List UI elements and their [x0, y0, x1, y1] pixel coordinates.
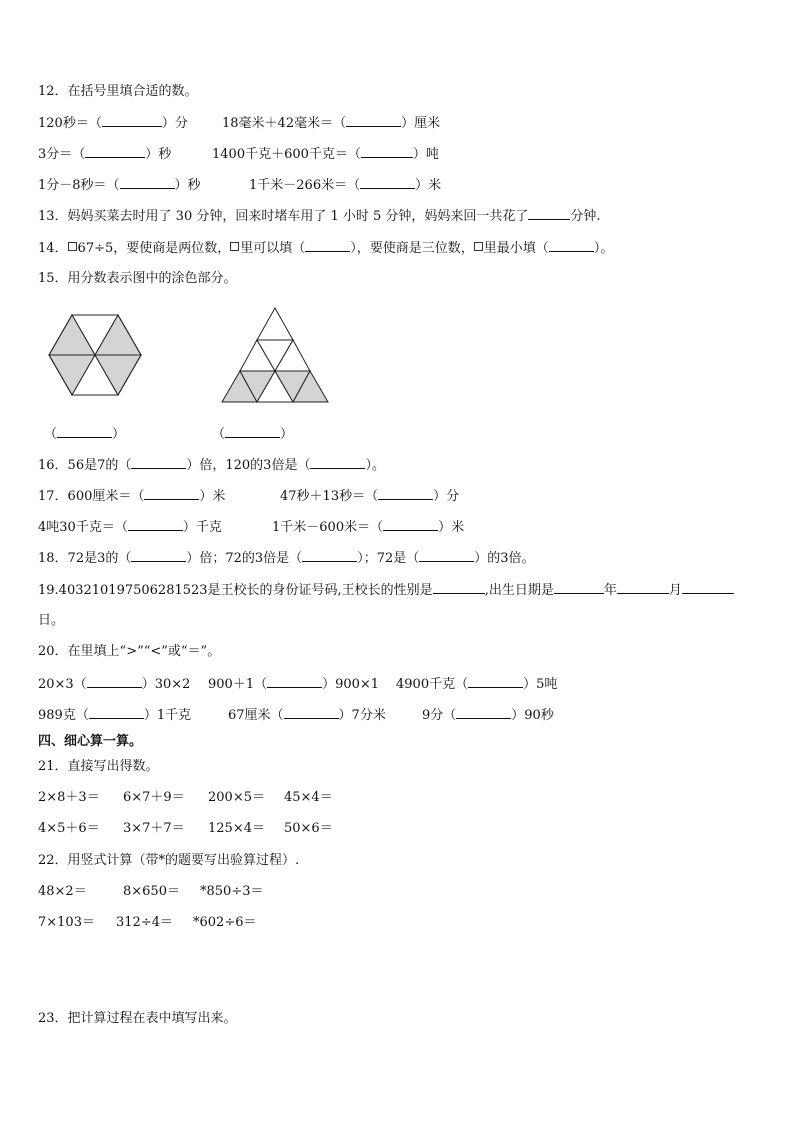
answer-blank[interactable] [378, 487, 433, 500]
q20-r1-c2 [208, 675, 379, 694]
q16-p2: ）倍，120的3倍是（ [186, 458, 311, 473]
q17-r2-b-suffix: ）米 [438, 520, 465, 535]
q22-r2-c1: 7×103＝ [38, 915, 95, 930]
q21-r1-c2: 6×7＋9＝ [123, 790, 185, 805]
q12-row-1-right [222, 114, 440, 133]
q21-r1-c1: 2×8＋3＝ [38, 790, 100, 805]
q17-r2-a-prefix: 4吨30千克＝（ [38, 520, 128, 535]
q19-p2: ,出生日期是 [484, 583, 554, 598]
q22-r1-c2: 8×650＝ [123, 884, 180, 899]
q14 [38, 239, 613, 258]
q21-r2-c3: 125×4＝ [208, 821, 265, 836]
answer-blank[interactable] [102, 114, 162, 127]
answer-blank[interactable] [419, 549, 474, 562]
answer-blank[interactable] [144, 487, 199, 500]
q19-line-2: 日。 [38, 613, 65, 628]
answer-blank[interactable] [383, 518, 438, 531]
answer-blank[interactable] [528, 207, 570, 220]
q22-r2-c3: *602÷6＝ [193, 915, 257, 930]
answer-blank[interactable] [549, 239, 594, 252]
box-placeholder-icon [230, 242, 239, 251]
answer-blank[interactable] [87, 675, 142, 688]
q17-r1-b-prefix: 47秒＋13秒＝（ [280, 489, 379, 504]
q14-p3: ），要使商是三位数， [350, 241, 474, 256]
q12-r1-a-prefix: 120秒＝（ [38, 116, 102, 131]
q14-p4: 里最小填（ [483, 241, 549, 256]
answer-blank[interactable] [360, 176, 415, 189]
q21-r1-c4: 45×4＝ [284, 790, 333, 805]
q17-r1-a-prefix: 17．600厘米＝（ [38, 489, 145, 504]
q14-p1: 67÷5，要使商是两位数， [77, 241, 231, 256]
q20-r1-c3 [396, 675, 557, 694]
q17-r2-b-prefix: 1千米－600米＝（ [272, 520, 384, 535]
q12-r3-a-suffix: ）秒 [174, 178, 201, 193]
q15-answer-2 [212, 425, 293, 444]
q19-p1: 19.403210197506281523是王校长的身份证号码,王校长的性别是 [38, 583, 433, 598]
q12-r1-a-suffix: ）分 [161, 116, 188, 131]
answer-blank[interactable] [131, 456, 186, 469]
section-heading: 四、细心算一算。 [38, 734, 143, 749]
q12-row-2 [38, 145, 171, 164]
q20-r1-c1-suffix: ）30×2 [141, 677, 191, 692]
answer-blank[interactable] [433, 581, 485, 594]
q21-r2-c4: 50×6＝ [284, 821, 333, 836]
q12-r2-a-prefix: 3分＝（ [38, 147, 86, 162]
answer-blank[interactable] [128, 518, 183, 531]
q20-r2-c2-prefix: 67厘米（ [228, 708, 284, 723]
paren-open: （ [212, 427, 226, 442]
q13-text: 13．妈妈买菜去时用了 30 分钟，回来时堵车用了 1 小时 5 分钟，妈妈来回一共花了 [38, 209, 529, 224]
q12-r3-b-prefix: 1千米－266米＝（ [249, 178, 361, 193]
answer-blank[interactable] [284, 706, 339, 719]
q12-row-1 [38, 114, 188, 133]
q17-row-1-right [280, 487, 459, 506]
q17-row-2 [38, 518, 222, 537]
q16-p3: ）。 [365, 458, 385, 473]
q17-r2-a-suffix: ）千克 [182, 520, 222, 535]
answer-blank[interactable] [267, 675, 322, 688]
paren-open: （ [44, 427, 58, 442]
q17-row-2-right [272, 518, 464, 537]
q20-r2-c3-suffix: ）90秒 [511, 708, 554, 723]
q20-r1-c1-prefix: 20×3（ [38, 677, 87, 692]
q19-p4: 月 [668, 583, 682, 598]
answer-blank[interactable] [120, 176, 175, 189]
q18-p3: ）；72是（ [357, 551, 420, 566]
q20-r2-c1-suffix: ）1千克 [143, 708, 192, 723]
q17-r1-b-suffix: ）分 [433, 489, 460, 504]
q12-r1-b-prefix: 18毫米＋42毫米＝（ [222, 116, 347, 131]
q20-r2-c3 [422, 706, 554, 725]
q14-num: 14． [38, 241, 68, 256]
q12-row-3 [38, 176, 201, 195]
q18-p2: ）倍；72的3倍是（ [186, 551, 303, 566]
q21-r2-c1: 4×5＋6＝ [38, 821, 100, 836]
q21-title: 21．直接写出得数。 [38, 759, 159, 774]
answer-blank[interactable] [57, 425, 112, 438]
q13 [38, 207, 601, 226]
q20-r2-c2-suffix: ）7分米 [338, 708, 386, 723]
q20-r2-c2 [228, 706, 386, 725]
q20-r1-c2-suffix: ）900×1 [322, 677, 380, 692]
answer-blank[interactable] [305, 239, 350, 252]
answer-blank[interactable] [554, 581, 604, 594]
paren-close: ） [112, 427, 126, 442]
answer-blank[interactable] [617, 581, 669, 594]
q20-r1-c1 [38, 675, 190, 694]
paren-close: ） [280, 427, 294, 442]
q12-row-2-right [212, 145, 439, 164]
q22-title: 22．用竖式计算（带*的题要写出验算过程）. [38, 853, 300, 868]
q12-title: 12．在括号里填合适的数。 [38, 84, 198, 99]
tri-row1-top [257, 308, 293, 340]
q19-line-1 [38, 581, 734, 600]
q18 [38, 549, 535, 568]
q22-r1-c3: *850÷3＝ [200, 884, 264, 899]
q20-r2-c1-prefix: 989克（ [38, 708, 89, 723]
hexagon-figure [46, 309, 142, 401]
q20-title: 20．在里填上“>”“<”或“＝”。 [38, 644, 221, 659]
q20-r1-c3-prefix: 4900千克（ [396, 677, 469, 692]
q12-r2-b-prefix: 1400千克＋600千克＝（ [212, 147, 361, 162]
answer-blank[interactable] [310, 456, 365, 469]
q18-p4: ）的3倍。 [474, 551, 535, 566]
q20-r1-c2-prefix: 900＋1（ [208, 677, 268, 692]
q12-r3-b-suffix: ）米 [415, 178, 442, 193]
answer-blank[interactable] [225, 425, 280, 438]
answer-blank[interactable] [302, 549, 357, 562]
triangle-figure [219, 306, 333, 406]
answer-blank[interactable] [346, 114, 401, 127]
q12-r2-b-suffix: ）吨 [412, 147, 439, 162]
q16-p1: 16．56是7的（ [38, 458, 132, 473]
q12-r1-b-suffix: ）厘米 [401, 116, 441, 131]
q13-tail: 分钟. [570, 209, 601, 224]
q17-r1-a-suffix: ）米 [199, 489, 226, 504]
box-placeholder-icon [474, 242, 483, 251]
q15-answer-1 [44, 425, 125, 444]
q21-r1-c3: 200×5＝ [208, 790, 265, 805]
q21-r2-c2: 3×7＋7＝ [123, 821, 185, 836]
q15-title: 15．用分数表示图中的涂色部分。 [38, 271, 237, 286]
answer-blank[interactable] [131, 549, 186, 562]
q23-title: 23．把计算过程在表中填写出来。 [38, 1011, 237, 1026]
q20-r2-c1 [38, 706, 191, 725]
answer-blank[interactable] [456, 706, 511, 719]
answer-blank[interactable] [682, 581, 734, 594]
q12-r3-a-prefix: 1分－8秒＝（ [38, 178, 120, 193]
q20-r2-c3-prefix: 9分（ [422, 708, 457, 723]
q16 [38, 456, 385, 475]
box-placeholder-icon [68, 242, 77, 251]
q12-r2-a-suffix: ）秒 [145, 147, 172, 162]
q18-p1: 18．72是3的（ [38, 551, 132, 566]
answer-blank[interactable] [85, 145, 145, 158]
answer-blank[interactable] [468, 675, 523, 688]
q14-p2: 里可以填（ [240, 241, 306, 256]
q22-r1-c1: 48×2＝ [38, 884, 87, 899]
q22-r2-c2: 312÷4＝ [116, 915, 173, 930]
q17-row-1 [38, 487, 225, 506]
answer-blank[interactable] [89, 706, 144, 719]
q20-r1-c3-suffix: ）5吨 [523, 677, 558, 692]
q14-p5: ）。 [593, 241, 614, 256]
q19-p3: 年 [603, 583, 617, 598]
q12-row-3-right [249, 176, 441, 195]
answer-blank[interactable] [361, 145, 413, 158]
